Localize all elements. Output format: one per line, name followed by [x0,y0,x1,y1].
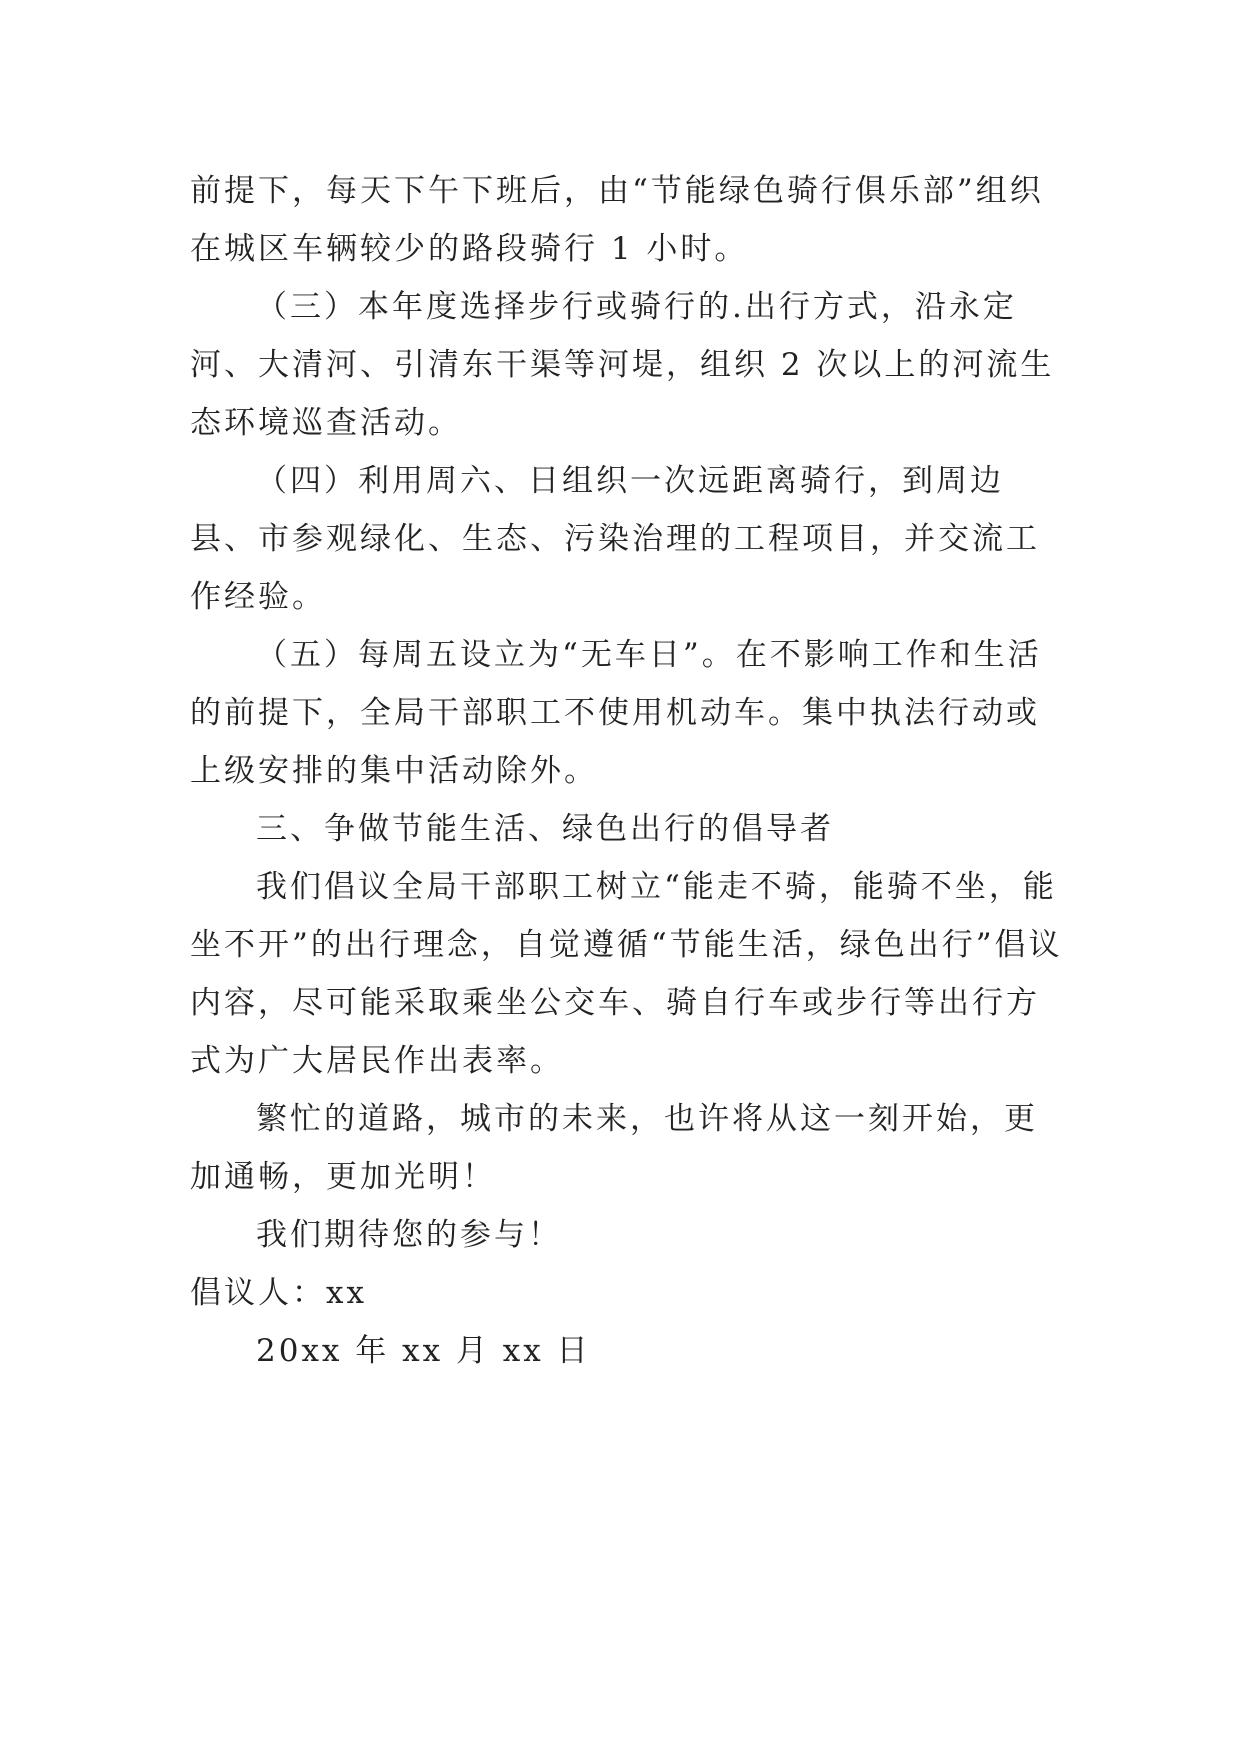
date-line: 20xx 年 xx 月 xx 日 [256,1333,591,1369]
paragraph-item-4: （四）利用周六、日组织一次远距离骑行，到周边县、市参观绿化、生态、污染治理的工程项目，并交流工作经验。 [190,463,1040,615]
signer-line: 倡议人：xx [190,1275,367,1311]
section-heading-3: 三、争做节能生活、绿色出行的倡导者 [256,811,834,847]
paragraph-item-5: （五）每周五设立为“无车日”。在不影响工作和生活的前提下，全局干部职工不使用机动车。集中执法行动或上级安排的集中活动除外。 [190,637,1042,789]
paragraph-vision: 繁忙的道路，城市的未来，也许将从这一刻开始，更加通畅，更加光明！ [190,1101,1038,1195]
paragraph-continuation: 前提下，每天下午下班后，由“节能绿色骑行俱乐部”组织在城区车辆较少的路段骑行 1 小时。 [190,173,1044,267]
paragraph-item-3: （三）本年度选择步行或骑行的.出行方式，沿永定河、大清河、引清东干渠等河堤，组织 2 次以上的河流生态环境巡查活动。 [190,289,1055,441]
paragraph-closing: 我们期待您的参与！ [256,1217,562,1253]
document-body [190,162,1070,1380]
paragraph-proposal: 我们倡议全局干部职工树立“能走不骑，能骑不坐，能坐不开”的出行理念，自觉遵循“节能生活，绿色出行”倡议内容，尽可能采取乘坐公交车、骑自行车或步行等出行方式为广大居民作出表率。 [190,869,1063,1079]
